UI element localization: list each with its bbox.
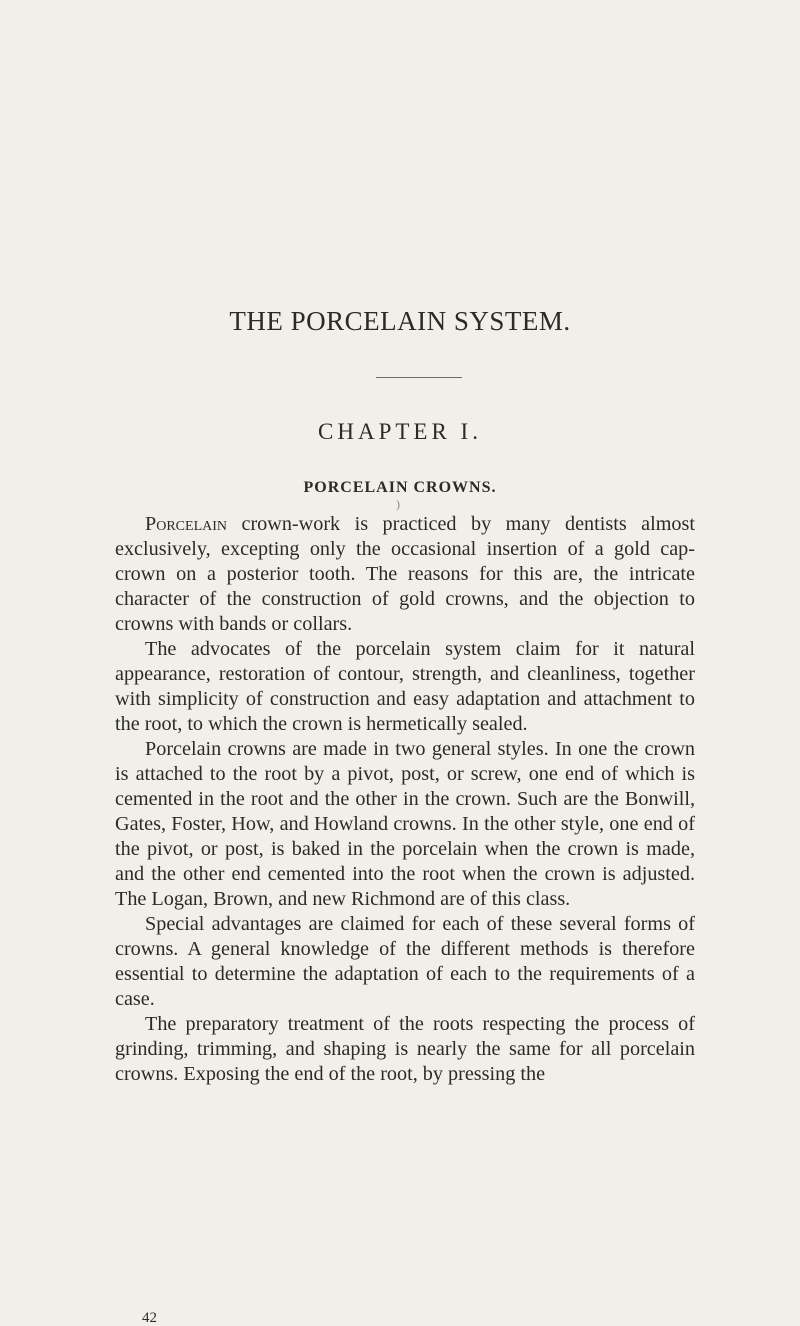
paragraph: Special advantages are claimed for each of these several forms of crowns. A general knowledge of the different methods is therefore essential to determine the adaptation of each to the requirements of a case. (115, 913, 695, 1010)
title-rule (376, 377, 462, 378)
page-number: 42 (142, 1310, 157, 1326)
chapter-heading: CHAPTER I. (318, 419, 482, 444)
paragraph (115, 512, 695, 637)
running-title: THE PORCELAIN SYSTEM. (229, 306, 571, 336)
stray-mark: ) (396, 497, 400, 511)
body-text (115, 512, 695, 1087)
paragraph-text: crown-work is practiced by many dentists almost exclusively, excepting only the occasional insertion of a gold cap-crown on a posterior tooth. The reasons for this are, the intricate character of the construction of gold crowns, and the objection to crowns with bands or collars. (115, 513, 695, 635)
paragraph: The preparatory treatment of the roots respecting the process of grinding, trimming, and shaping is nearly the same for all porcelain crowns. Exposing the end of the root, by pressing the (115, 1013, 695, 1085)
section-heading: PORCELAIN CROWNS. (303, 479, 497, 496)
lead-word: Porcelain (145, 513, 227, 535)
paragraph: Porcelain crowns are made in two general styles. In one the crown is attached to the root by a pivot, post, or screw, one end of which is cemented in the root and the other in the crown. Such are the Bonwill, Gates, Foster, How, and Howland crowns. In the other style, one end of the pivot, or post, is baked in the porcelain when the crown is made, and the other end cemented into the root when the crown is adjusted. The Logan, Brown, and new Richmond are of this class. (115, 738, 695, 910)
paragraph: The advocates of the porcelain system claim for it natural appearance, restoration of contour, strength, and cleanliness, together with simplicity of construction and easy adaptation and attachment to the root, to which the crown is hermetically sealed. (115, 638, 695, 735)
